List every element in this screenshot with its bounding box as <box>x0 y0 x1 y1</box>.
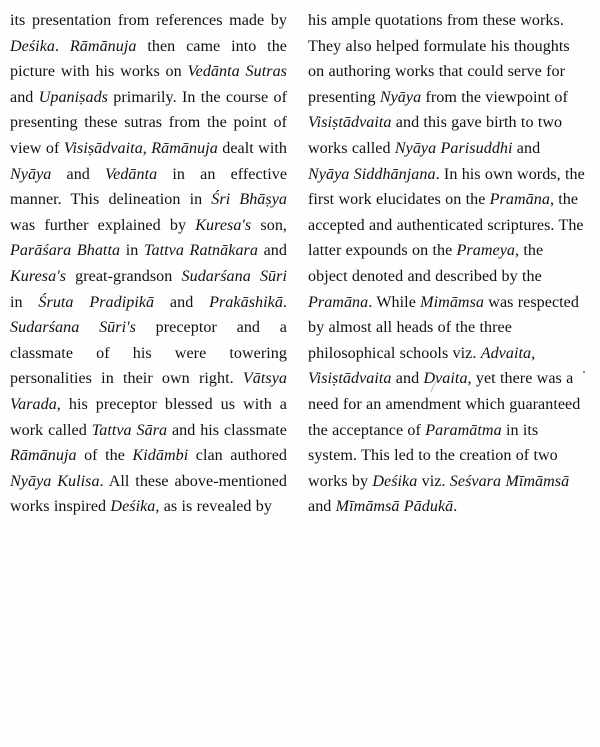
two-column-text-body <box>0 8 600 520</box>
right-column-paragraph: his ample quotations from these works. They also helped formulate his thoughts on authoring works that could serve for presenting Nyāya from the viewpoint of Visiṣtādvaita and this gave birth to two works called Nyāya Parisuddhi and Nyāya Siddhānjana. In his own words, the first work elucidates on the Pramāna, the accepted and authenticated scriptures. The latter expounds on the Prameya, the object denoted and described by the Pramāna. While Mimāmsa was respected by almost all heads of the three philosophical schools viz. Advaita, Visiṣtādvaita and Dvaita, yet there was a need for an amendment which guaranteed the acceptance of Paramātma in its system. This led to the creation of two works by Deśika viz. Seśvara Mīmāmsā and Mīmāmsā Pādukā. <box>308 12 585 516</box>
left-text-column <box>10 8 287 520</box>
scan-artifact-dot <box>583 371 585 373</box>
left-column-paragraph: its presentation from references made by Deśika. Rāmānuja then came into the picture with his works on Vedānta Sutras and Upaniṣads primarily. In the course of presenting these sutras from the point of view of Visiṣādvaita, Rāmānuja dealt with Nyāya and Vedānta in an effective manner. This delineation in Śri Bhāṣya was further explained by Kuresa's son, Parāśara Bhatta in Tattva Ratnākara and Kuresa's great-grandson Sudarśana Sūri in Śruta Pradipikā and Prakāshikā. Sudarśana Sūri's preceptor and a classmate of his were towering personalities in their own right. Vātsya Varada, his preceptor blessed us with a work called Tattva Sāra and his classmate Rāmānuja of the Kidāmbi clan authored Nyāya Kulisa. All these above-mentioned works inspired Deśika, as is revealed by <box>10 12 288 516</box>
right-text-column <box>308 8 585 520</box>
